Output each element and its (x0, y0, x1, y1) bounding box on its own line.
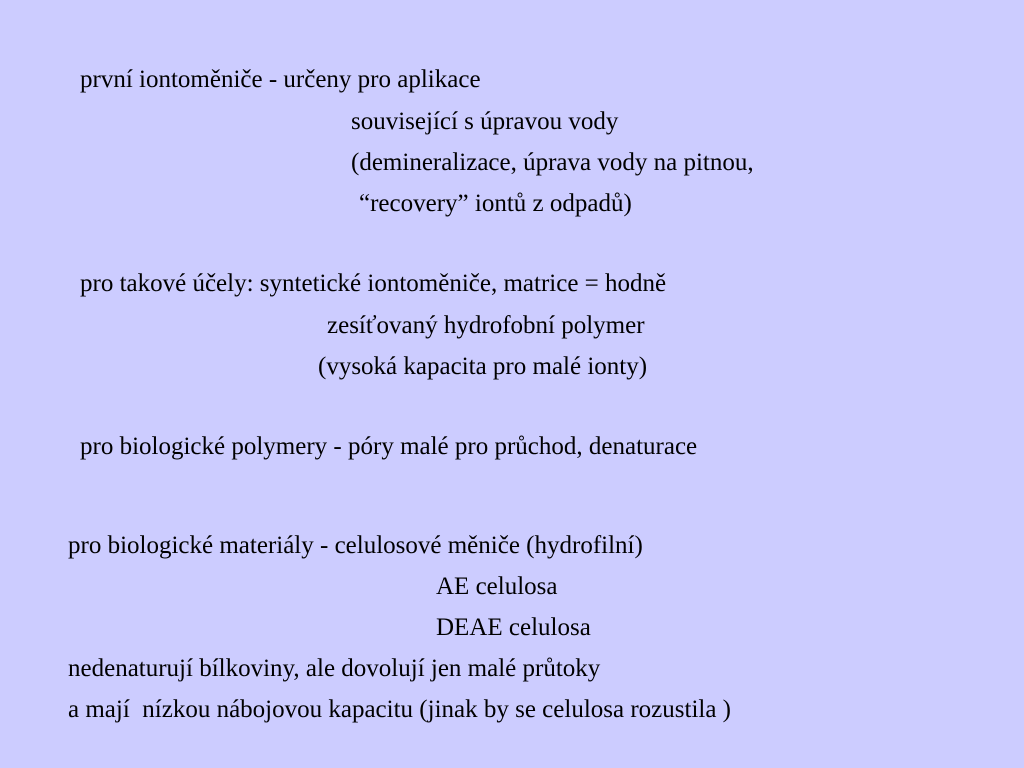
block4-line1: pro biologické materiály - celulosové měniče (hydrofilní) (68, 532, 643, 559)
block3-line1: pro biologické polymery - póry malé pro průchod, denaturace (80, 433, 698, 460)
block4-line2: AE celulosa (436, 573, 558, 600)
block1-line3: (demineralizace, úprava vody na pitnou, (351, 149, 754, 176)
block1-line4: “recovery” iontů z odpadů) (359, 190, 632, 217)
block2-line1: pro takové účely: syntetické iontoměniče, matrice = hodně (80, 270, 667, 297)
block4-line3: DEAE celulosa (436, 614, 591, 641)
block4-line4: nedenaturují bílkoviny, ale dovolují jen malé průtoky (68, 655, 601, 682)
block2-line2: zesíťovaný hydrofobní polymer (327, 312, 645, 339)
block4-line5: a mají nízkou nábojovou kapacitu (jinak by se celulosa rozustila ) (68, 696, 732, 723)
block1-line2: související s úpravou vody (351, 108, 619, 135)
block1-line1: první iontoměniče - určeny pro aplikace (80, 66, 481, 93)
block2-line3: (vysoká kapacita pro malé ionty) (318, 353, 648, 380)
